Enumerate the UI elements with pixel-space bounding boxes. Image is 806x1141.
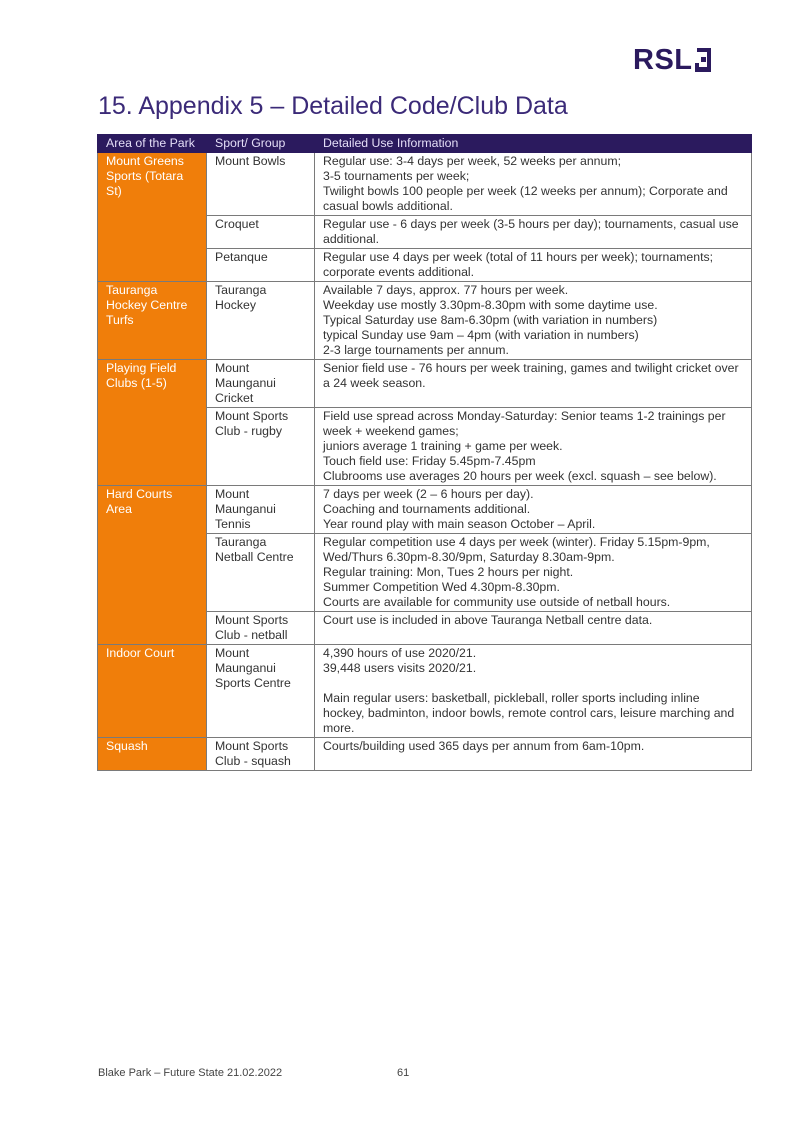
detail-line: 39,448 users visits 2020/21.: [323, 661, 477, 675]
logo-text: RSL: [633, 44, 693, 76]
logo-mark-icon: [695, 48, 711, 72]
sport-cell: Mount Maunganui Cricket: [207, 360, 315, 408]
table-row: [98, 645, 752, 738]
table-row: [98, 153, 752, 216]
sport-cell: Petanque: [207, 249, 315, 282]
sport-cell: Mount Bowls: [207, 153, 315, 216]
table-row: [98, 360, 752, 408]
details-cell: [315, 249, 752, 282]
area-cell: Indoor Court: [98, 645, 207, 738]
detail-line: typical Sunday use 9am – 4pm (with variation in numbers): [323, 328, 639, 342]
detail-line: 7 days per week (2 – 6 hours per day).: [323, 487, 534, 501]
details-cell: [315, 408, 752, 486]
detail-line: 2-3 large tournaments per annum.: [323, 343, 509, 357]
area-cell: Hard Courts Area: [98, 486, 207, 645]
detail-line: Courts/building used 365 days per annum from 6am-10pm.: [323, 739, 645, 753]
detail-line: Regular use - 6 days per week (3-5 hours per day); tournaments, casual use additional.: [323, 217, 739, 246]
detail-line: 3-5 tournaments per week;: [323, 169, 470, 183]
sport-cell: Mount Sports Club - rugby: [207, 408, 315, 486]
rsl-logo: [633, 46, 711, 74]
detail-line: Touch field use: Friday 5.45pm-7.45pm: [323, 454, 536, 468]
column-header-area: Area of the Park: [98, 135, 207, 153]
table-header-row: [98, 135, 752, 153]
page-number: 61: [397, 1067, 410, 1079]
details-cell: [315, 360, 752, 408]
detail-line: Regular use: 3-4 days per week, 52 weeks per annum;: [323, 154, 622, 168]
column-header-sport: Sport/ Group: [207, 135, 315, 153]
detail-line: Weekday use mostly 3.30pm-8.30pm with some daytime use.: [323, 298, 658, 312]
detail-line: Twilight bowls 100 people per week (12 weeks per annum); Corporate and casual bowls additional.: [323, 184, 728, 213]
details-cell: [315, 534, 752, 612]
detail-line: Main regular users: basketball, pickleball, roller sports including inline hockey, badminton, indoor bowls, remote control cars, leisure marching and more.: [323, 691, 735, 735]
details-cell: [315, 612, 752, 645]
detail-line: Typical Saturday use 8am-6.30pm (with variation in numbers): [323, 313, 658, 327]
table-row: [98, 486, 752, 534]
sport-cell: Mount Sports Club - netball: [207, 612, 315, 645]
area-cell: Squash: [98, 738, 207, 771]
detail-line: Summer Competition Wed 4.30pm-8.30pm.: [323, 580, 560, 594]
detail-line: Clubrooms use averages 20 hours per week (excl. squash – see below).: [323, 469, 717, 483]
detail-line: [323, 676, 744, 691]
detail-line: juniors average 1 training + game per week.: [323, 439, 563, 453]
area-cell: Mount Greens Sports (Totara St): [98, 153, 207, 282]
sport-cell: Croquet: [207, 216, 315, 249]
detail-line: Regular training: Mon, Tues 2 hours per night.: [323, 565, 574, 579]
area-cell: Tauranga Hockey Centre Turfs: [98, 282, 207, 360]
details-cell: [315, 216, 752, 249]
table-body: [98, 153, 752, 771]
club-data-table: [97, 134, 752, 771]
table-row: [98, 282, 752, 360]
detail-line: Regular use 4 days per week (total of 11 hours per week); tournaments; corporate events additional.: [323, 250, 714, 279]
sport-cell: Mount Maunganui Tennis: [207, 486, 315, 534]
page-title: 15. Appendix 5 – Detailed Code/Club Data: [98, 92, 568, 120]
detail-line: Courts are available for community use outside of netball hours.: [323, 595, 671, 609]
details-cell: [315, 153, 752, 216]
sport-cell: Tauranga Netball Centre: [207, 534, 315, 612]
detail-line: Available 7 days, approx. 77 hours per week.: [323, 283, 569, 297]
table-row: [98, 738, 752, 771]
column-header-details: Detailed Use Information: [315, 135, 752, 153]
detail-line: Senior field use - 76 hours per week training, games and twilight cricket over a 24 week season.: [323, 361, 739, 390]
detail-line: Field use spread across Monday-Saturday: Senior teams 1-2 trainings per week + weekend games;: [323, 409, 726, 438]
details-cell: [315, 645, 752, 738]
detail-line: 4,390 hours of use 2020/21.: [323, 646, 477, 660]
area-cell: Playing Field Clubs (1-5): [98, 360, 207, 486]
detail-line: Court use is included in above Tauranga Netball centre data.: [323, 613, 653, 627]
detail-line: Year round play with main season October – April.: [323, 517, 596, 531]
sport-cell: Mount Maunganui Sports Centre: [207, 645, 315, 738]
detail-line: Coaching and tournaments additional.: [323, 502, 531, 516]
details-cell: [315, 282, 752, 360]
detail-line: Regular competition use 4 days per week (winter). Friday 5.15pm-9pm, Wed/Thurs 6.30pm-8.30/9pm, Saturday 8.30am-9pm.: [323, 535, 710, 564]
sport-cell: Mount Sports Club - squash: [207, 738, 315, 771]
details-cell: [315, 486, 752, 534]
sport-cell: Tauranga Hockey: [207, 282, 315, 360]
details-cell: [315, 738, 752, 771]
footer-text: Blake Park – Future State 21.02.2022: [98, 1067, 283, 1079]
